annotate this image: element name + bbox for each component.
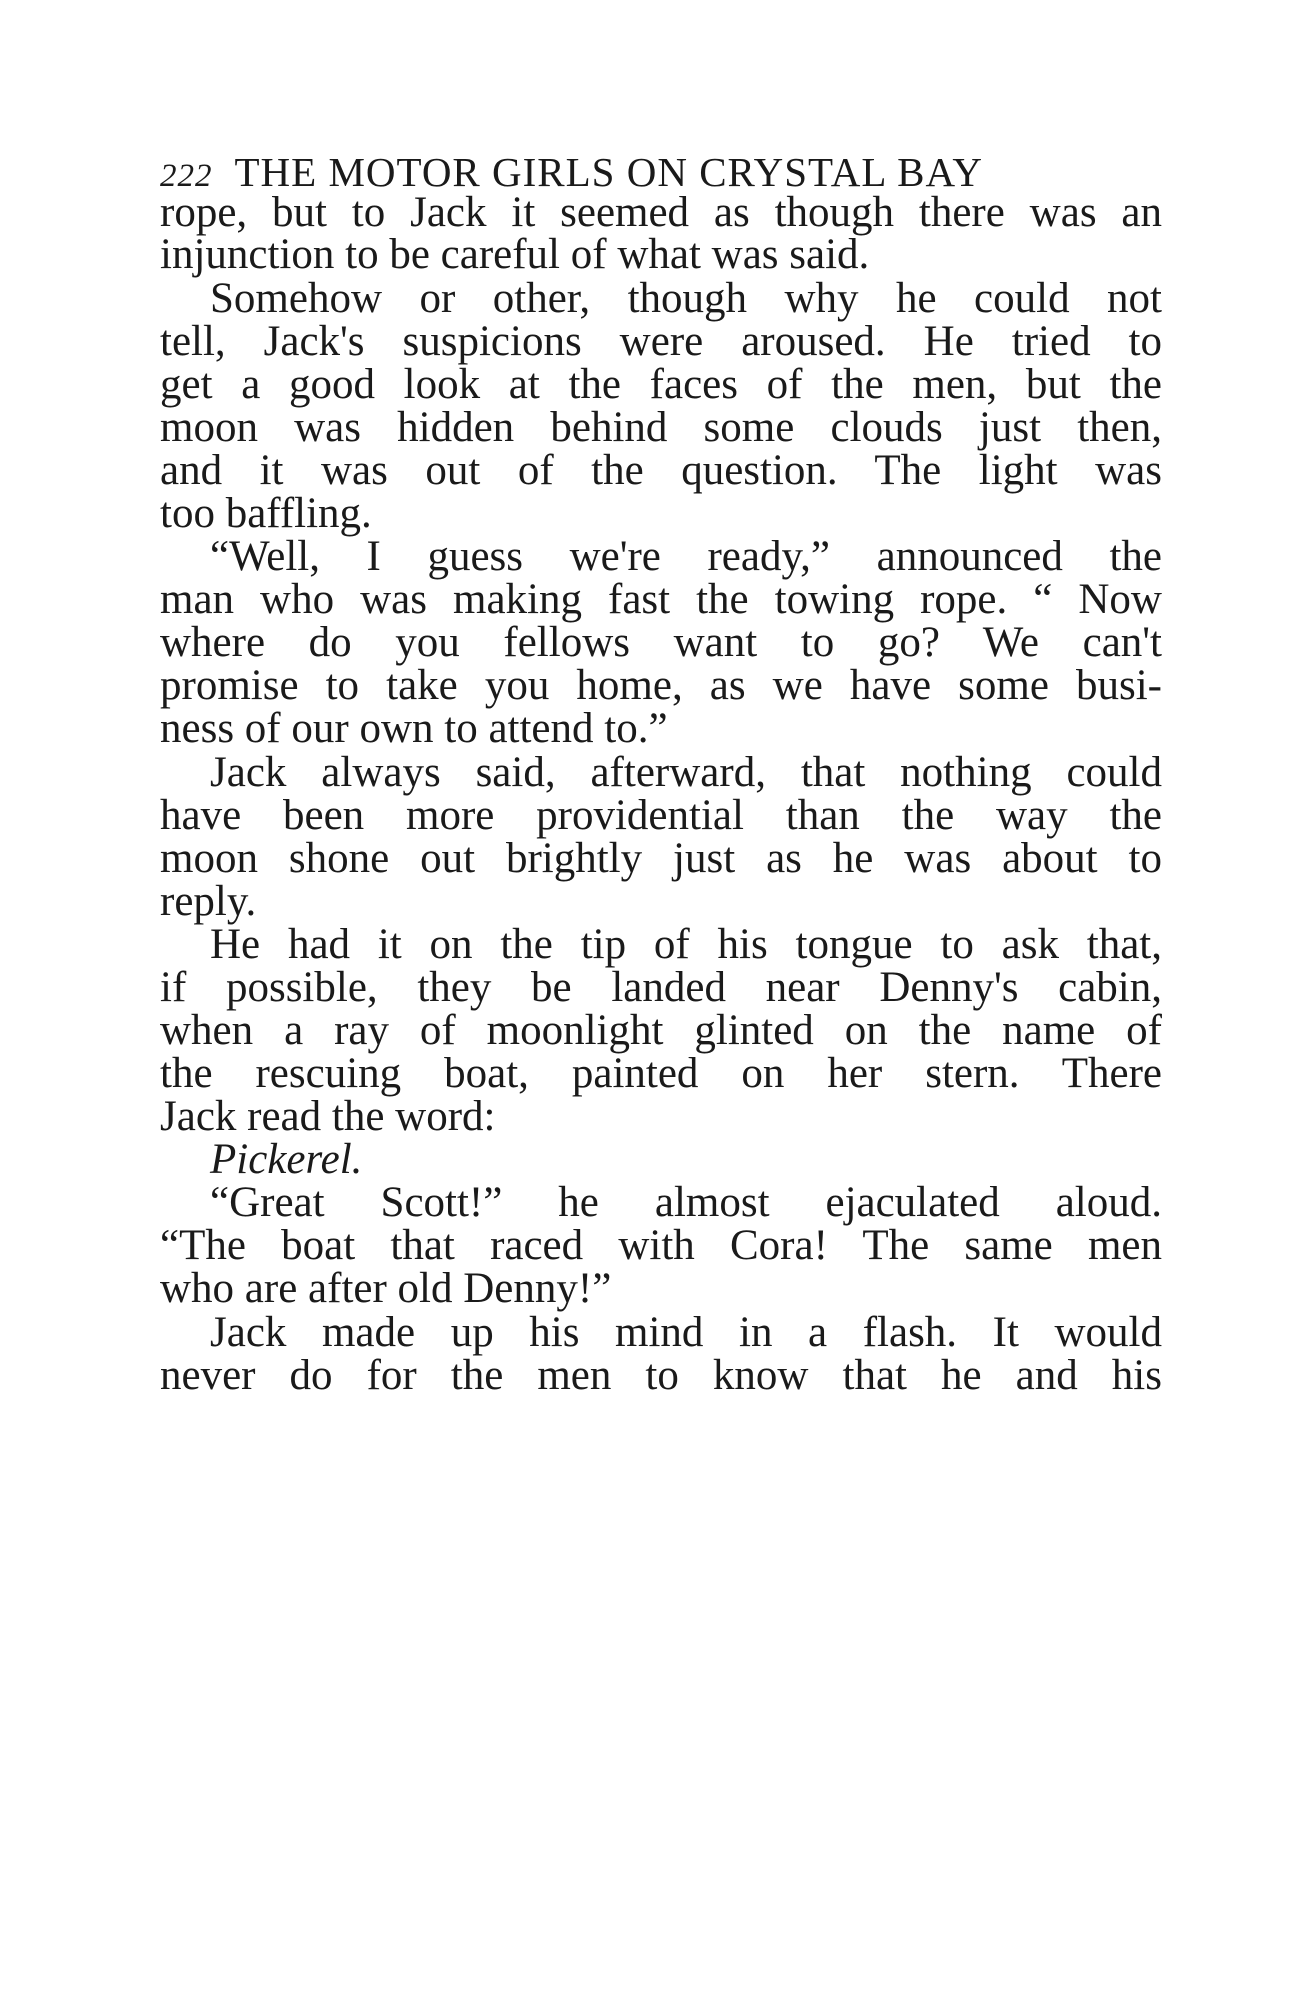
- text-line: injunction to be careful of what was said.: [160, 231, 870, 278]
- text-line: never do for the men to know that he and his: [160, 1352, 1162, 1399]
- text-line: too baffling.: [160, 490, 372, 537]
- paragraph-first-line: Jack made up his mind in a flash. It would: [210, 1309, 1162, 1356]
- text-line: “The boat that raced with Cora! The same men: [160, 1222, 1162, 1269]
- boat-name: Pickerel.: [210, 1136, 363, 1183]
- paragraph-first-line: He had it on the tip of his tongue to ask that,: [210, 921, 1162, 968]
- text-line: get a good look at the faces of the men, but the: [160, 361, 1162, 408]
- paragraph-first-line: Jack always said, afterward, that nothing could: [210, 749, 1162, 796]
- text-line: moon shone out brightly just as he was about to: [160, 835, 1162, 882]
- text-line: who are after old Denny!”: [160, 1265, 612, 1312]
- text-line: reply.: [160, 878, 257, 925]
- running-title: THE MOTOR GIRLS ON CRYSTAL BAY: [234, 149, 983, 195]
- text-line: when a ray of moonlight glinted on the name of: [160, 1007, 1162, 1054]
- text-line: ness of our own to attend to.”: [160, 705, 668, 752]
- text-line: Jack read the word:: [160, 1093, 496, 1140]
- text-line: and it was out of the question. The light was: [160, 447, 1162, 494]
- text-line: tell, Jack's suspicions were aroused. He tried to: [160, 318, 1162, 365]
- text-line: man who was making fast the towing rope. “ Now: [160, 576, 1162, 623]
- text-line: rope, but to Jack it seemed as though there was an: [160, 189, 1162, 236]
- paragraph-first-line: “Great Scott!” he almost ejaculated aloud.: [210, 1179, 1162, 1226]
- text-line: if possible, they be landed near Denny's cabin,: [160, 964, 1162, 1011]
- text-line: promise to take you home, as we have some busi-: [160, 662, 1162, 709]
- text-line: the rescuing boat, painted on her stern. There: [160, 1050, 1162, 1097]
- text-line: moon was hidden behind some clouds just then,: [160, 404, 1162, 451]
- paragraph-first-line: Somehow or other, though why he could not: [210, 275, 1162, 322]
- page-number: 222: [160, 158, 213, 194]
- text-line: have been more providential than the way the: [160, 792, 1162, 839]
- text-line: where do you fellows want to go? We can't: [160, 619, 1162, 666]
- paragraph-first-line: “Well, I guess we're ready,” announced the: [210, 533, 1162, 580]
